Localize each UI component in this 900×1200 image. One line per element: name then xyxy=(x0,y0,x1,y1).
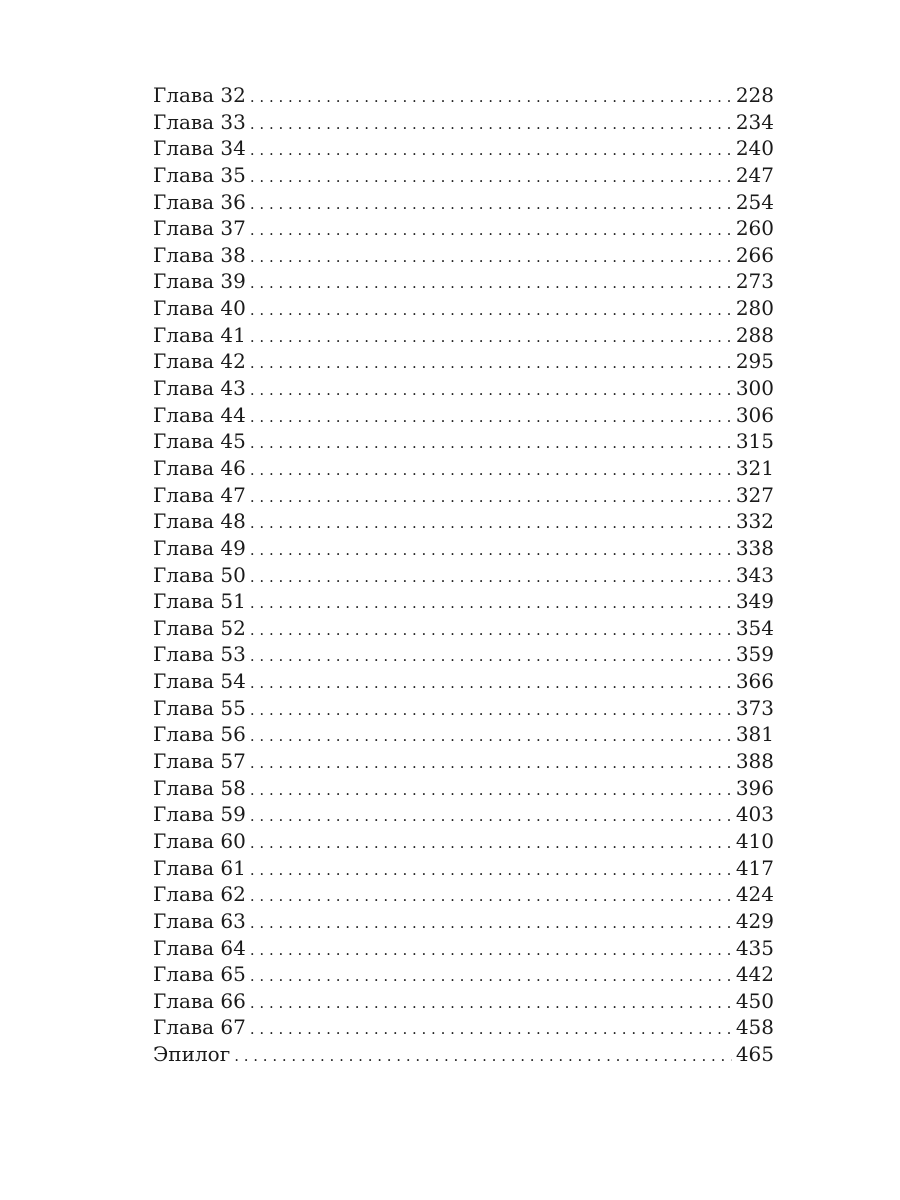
toc-entry-page-number: 266 xyxy=(735,242,774,267)
toc-entry-page-number: 343 xyxy=(735,562,774,587)
dot-leader xyxy=(250,564,732,591)
dot-leader xyxy=(250,937,732,964)
toc-entry xyxy=(153,375,774,402)
dot-leader xyxy=(250,1016,732,1043)
toc-entry-page-number: 321 xyxy=(735,455,774,480)
toc-entry-title: Глава 58 xyxy=(153,775,246,800)
toc-entry-title: Глава 40 xyxy=(153,296,246,321)
dot-leader xyxy=(250,910,732,937)
dot-leader xyxy=(250,750,732,777)
dot-leader xyxy=(250,377,732,404)
toc-entry xyxy=(153,82,774,109)
toc-entry-page-number: 442 xyxy=(735,962,774,987)
toc-entry xyxy=(153,135,774,162)
toc-entry xyxy=(153,268,774,295)
toc-entry xyxy=(153,668,774,695)
toc-entry xyxy=(153,162,774,189)
toc-entry xyxy=(153,109,774,136)
dot-leader xyxy=(250,404,732,431)
dot-leader xyxy=(250,137,732,164)
toc-entry-page-number: 373 xyxy=(735,695,774,720)
toc-entry-title: Глава 44 xyxy=(153,402,246,427)
toc-entry-page-number: 295 xyxy=(735,349,774,374)
toc-entry xyxy=(153,215,774,242)
dot-leader xyxy=(250,484,732,511)
dot-leader xyxy=(250,537,732,564)
dot-leader xyxy=(250,430,732,457)
dot-leader xyxy=(250,244,732,271)
toc-entry-page-number: 465 xyxy=(735,1042,774,1067)
toc-entry-page-number: 396 xyxy=(735,775,774,800)
toc-entry-page-number: 234 xyxy=(735,109,774,134)
toc-entry xyxy=(153,828,774,855)
dot-leader xyxy=(250,643,732,670)
toc-entry-title: Глава 53 xyxy=(153,642,246,667)
toc-entry-title: Глава 47 xyxy=(153,482,246,507)
toc-entry-page-number: 435 xyxy=(735,935,774,960)
dot-leader xyxy=(250,777,732,804)
toc-entry-title: Глава 62 xyxy=(153,882,246,907)
toc-entry-page-number: 306 xyxy=(735,402,774,427)
toc-entry-page-number: 424 xyxy=(735,882,774,907)
dot-leader xyxy=(250,617,732,644)
toc-entry-title: Эпилог xyxy=(153,1042,231,1067)
toc-entry-page-number: 366 xyxy=(735,669,774,694)
toc-entry-title: Глава 50 xyxy=(153,562,246,587)
toc-entry-title: Глава 57 xyxy=(153,749,246,774)
toc-entry-title: Глава 36 xyxy=(153,189,246,214)
dot-leader xyxy=(250,883,732,910)
toc-entry-page-number: 417 xyxy=(735,855,774,880)
toc-entry xyxy=(153,295,774,322)
toc-entry-title: Глава 32 xyxy=(153,83,246,107)
toc-entry-title: Глава 63 xyxy=(153,908,246,933)
toc-entry-title: Глава 64 xyxy=(153,935,246,960)
dot-leader xyxy=(250,963,732,990)
toc-entry xyxy=(153,482,774,509)
toc-entry-title: Глава 41 xyxy=(153,322,246,347)
toc-entry-title: Глава 59 xyxy=(153,802,246,827)
toc-entry-title: Глава 60 xyxy=(153,828,246,853)
dot-leader xyxy=(250,270,732,297)
toc-entry xyxy=(153,1041,774,1068)
toc-entry xyxy=(153,641,774,668)
toc-entry xyxy=(153,508,774,535)
dot-leader xyxy=(250,830,732,857)
dot-leader xyxy=(250,324,732,351)
toc-entry-page-number: 388 xyxy=(735,749,774,774)
toc-entry-title: Глава 34 xyxy=(153,136,246,161)
toc-entry-page-number: 300 xyxy=(735,376,774,401)
toc-entry-title: Глава 43 xyxy=(153,376,246,401)
toc-entry xyxy=(153,695,774,722)
toc-entry-title: Глава 48 xyxy=(153,509,246,534)
toc-entry-title: Глава 67 xyxy=(153,1015,246,1040)
toc-entry xyxy=(153,855,774,882)
toc-entry xyxy=(153,748,774,775)
toc-entry-page-number: 260 xyxy=(735,216,774,241)
toc-entry-page-number: 354 xyxy=(735,615,774,640)
dot-leader xyxy=(250,697,732,724)
toc-entry xyxy=(153,535,774,562)
toc-entry-page-number: 280 xyxy=(735,296,774,321)
toc-entry xyxy=(153,881,774,908)
toc-entry xyxy=(153,801,774,828)
dot-leader xyxy=(250,191,732,218)
toc-entry-page-number: 450 xyxy=(735,988,774,1013)
dot-leader xyxy=(250,111,732,138)
toc-entry xyxy=(153,189,774,216)
toc-entry-page-number: 315 xyxy=(735,429,774,454)
toc-entry-page-number: 228 xyxy=(735,83,774,107)
toc-entry-title: Глава 66 xyxy=(153,988,246,1013)
toc-entry xyxy=(153,588,774,615)
toc-entry-title: Глава 33 xyxy=(153,109,246,134)
toc-entry-page-number: 410 xyxy=(735,828,774,853)
toc-entry-title: Глава 42 xyxy=(153,349,246,374)
toc-entry-title: Глава 45 xyxy=(153,429,246,454)
dot-leader xyxy=(250,510,732,537)
toc-entry xyxy=(153,455,774,482)
toc-entry xyxy=(153,961,774,988)
toc-entry-title: Глава 52 xyxy=(153,615,246,640)
toc-entry xyxy=(153,242,774,269)
toc-entry xyxy=(153,988,774,1015)
toc-entry-page-number: 403 xyxy=(735,802,774,827)
toc-entry xyxy=(153,348,774,375)
toc-entry-page-number: 458 xyxy=(735,1015,774,1040)
toc-entry-title: Глава 65 xyxy=(153,962,246,987)
toc-entry xyxy=(153,775,774,802)
toc-entry xyxy=(153,615,774,642)
dot-leader xyxy=(250,857,732,884)
dot-leader xyxy=(250,164,732,191)
toc-entry-page-number: 359 xyxy=(735,642,774,667)
toc-entry-page-number: 247 xyxy=(735,162,774,187)
toc-entry-page-number: 349 xyxy=(735,589,774,614)
toc-entry-page-number: 273 xyxy=(735,269,774,294)
dot-leader xyxy=(250,590,732,617)
toc-entry-page-number: 332 xyxy=(735,509,774,534)
toc-entry-title: Глава 35 xyxy=(153,162,246,187)
toc-entry xyxy=(153,908,774,935)
toc-entry-title: Глава 56 xyxy=(153,722,246,747)
toc-entry-title: Глава 38 xyxy=(153,242,246,267)
toc-entry-title: Глава 54 xyxy=(153,669,246,694)
dot-leader xyxy=(250,297,732,324)
toc-entry-page-number: 381 xyxy=(735,722,774,747)
toc-entry-page-number: 288 xyxy=(735,322,774,347)
dot-leader xyxy=(250,457,732,484)
dot-leader xyxy=(250,670,732,697)
dot-leader xyxy=(250,84,732,111)
toc-entry-title: Глава 55 xyxy=(153,695,246,720)
toc-entry xyxy=(153,402,774,429)
toc-entry-page-number: 240 xyxy=(735,136,774,161)
dot-leader xyxy=(250,803,732,830)
toc-entry-page-number: 327 xyxy=(735,482,774,507)
toc-entry xyxy=(153,935,774,962)
toc-entry-title: Глава 61 xyxy=(153,855,246,880)
dot-leader xyxy=(250,217,732,244)
toc-entry-page-number: 254 xyxy=(735,189,774,214)
dot-leader xyxy=(234,1043,732,1070)
dot-leader xyxy=(250,350,732,377)
toc-entry-title: Глава 51 xyxy=(153,589,246,614)
dot-leader xyxy=(250,723,732,750)
toc-entry-title: Глава 49 xyxy=(153,535,246,560)
toc-entry-page-number: 338 xyxy=(735,535,774,560)
toc-entry xyxy=(153,322,774,349)
toc-entry xyxy=(153,428,774,455)
toc-entry xyxy=(153,1014,774,1041)
toc-entry-page-number: 429 xyxy=(735,908,774,933)
table-of-contents xyxy=(153,82,774,1068)
toc-entry-title: Глава 37 xyxy=(153,216,246,241)
dot-leader xyxy=(250,990,732,1017)
toc-entry-title: Глава 46 xyxy=(153,455,246,480)
toc-entry-title: Глава 39 xyxy=(153,269,246,294)
toc-entry xyxy=(153,562,774,589)
toc-entry xyxy=(153,721,774,748)
